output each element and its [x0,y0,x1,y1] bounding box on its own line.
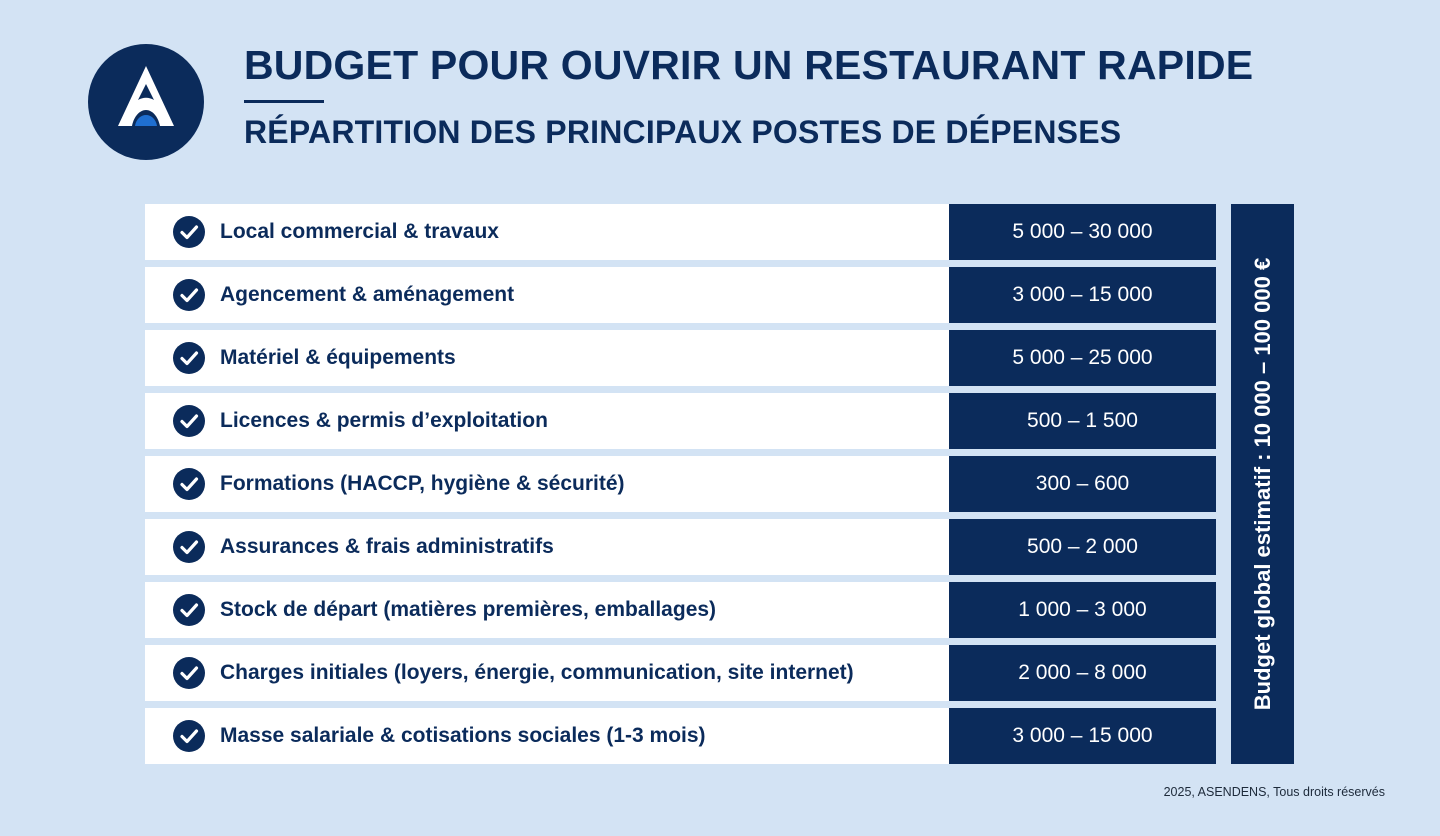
row-value: 5 000 – 25 000 [1012,346,1153,369]
row-label: Formations (HACCP, hygiène & sécurité) [220,472,625,495]
row-label-cell [145,204,949,260]
table-row [145,708,1216,764]
row-value-cell [949,519,1216,575]
table-row [145,204,1216,260]
row-value: 300 – 600 [1035,472,1130,495]
check-circle-icon [173,531,205,563]
row-value: 500 – 2 000 [1027,535,1138,558]
table-row [145,645,1216,701]
row-label: Stock de départ (matières premières, emballages) [220,598,717,621]
row-label-cell [145,708,949,764]
check-circle-icon [173,216,205,248]
row-label-cell [145,330,949,386]
row-label-cell [145,582,949,638]
asendens-logo [88,44,204,160]
row-value-cell [949,330,1216,386]
row-value-cell [949,393,1216,449]
table-row [145,519,1216,575]
row-value: 500 – 1 500 [1027,409,1138,432]
total-budget-banner [1231,204,1294,764]
row-value-cell [949,708,1216,764]
row-label-cell [145,393,949,449]
row-value-cell [949,456,1216,512]
check-circle-icon [173,657,205,689]
row-value-cell [949,645,1216,701]
table-row [145,330,1216,386]
row-label: Licences & permis d’exploitation [220,409,548,432]
row-label-cell [145,645,949,701]
row-label: Agencement & aménagement [220,283,515,306]
table-row [145,456,1216,512]
row-value-cell [949,267,1216,323]
page-subtitle: RÉPARTITION DES PRINCIPAUX POSTES DE DÉPENSES [244,114,1122,150]
table-row [145,393,1216,449]
total-budget-label: Budget global estimatif : 10 000 – 100 000 € [1249,257,1275,711]
check-circle-icon [173,279,205,311]
row-value-cell [949,204,1216,260]
table-row [145,267,1216,323]
row-value-cell [949,582,1216,638]
row-label-cell [145,456,949,512]
row-label-cell [145,267,949,323]
row-value: 5 000 – 30 000 [1012,220,1153,243]
row-label: Local commercial & travaux [220,220,499,243]
check-circle-icon [173,594,205,626]
row-label-cell [145,519,949,575]
row-value: 3 000 – 15 000 [1012,283,1153,306]
check-circle-icon [173,342,205,374]
row-label: Matériel & équipements [220,346,456,369]
check-circle-icon [173,720,205,752]
row-label: Charges initiales (loyers, énergie, communication, site internet) [220,661,854,684]
check-circle-icon [173,468,205,500]
row-label: Masse salariale & cotisations sociales (1-3 mois) [220,724,706,747]
title-divider [244,100,324,103]
row-value: 2 000 – 8 000 [1018,661,1147,684]
table-row [145,582,1216,638]
row-value: 3 000 – 15 000 [1012,724,1153,747]
check-circle-icon [173,405,205,437]
page-title: BUDGET POUR OUVRIR UN RESTAURANT RAPIDE [244,42,1254,88]
row-label: Assurances & frais administratifs [220,535,554,558]
row-value: 1 000 – 3 000 [1018,598,1147,621]
copyright-notice: 2025, ASENDENS, Tous droits réservés [1163,785,1385,799]
